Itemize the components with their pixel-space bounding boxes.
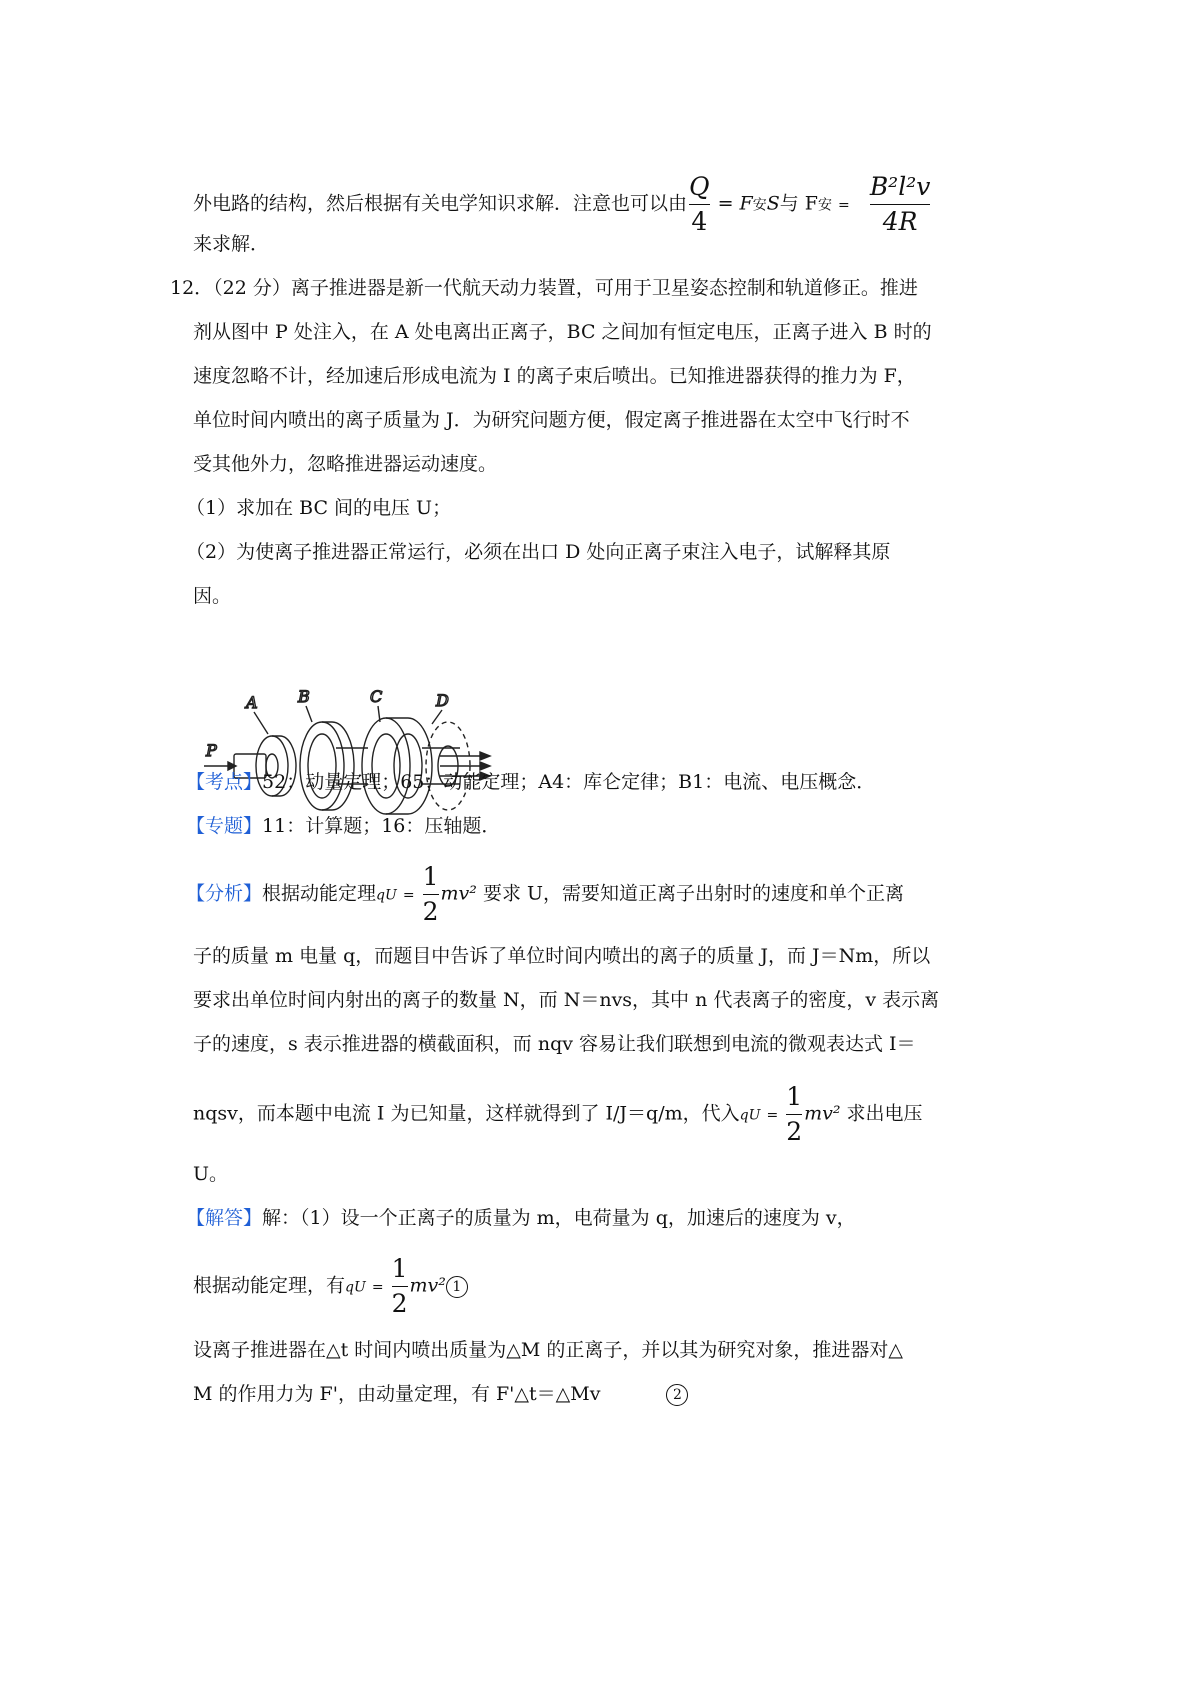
equals-sign-3: =	[371, 1279, 384, 1296]
jieda-line-2	[193, 1252, 468, 1321]
frac-num: 1	[786, 1082, 803, 1111]
label-a: A	[246, 693, 258, 712]
fenxi-line-1	[186, 860, 904, 929]
frac-den: 4	[691, 207, 708, 236]
jieda-tag: 【解答】	[186, 1207, 263, 1229]
label-b: B	[298, 687, 310, 706]
frac-den: 2	[391, 1289, 408, 1318]
ion-thruster-diagram	[206, 678, 530, 828]
zhuanti-line	[186, 814, 500, 838]
math-qu: qU	[376, 887, 397, 904]
q12-line-5: 受其他外力，忽略推进器运动速度。	[193, 453, 498, 475]
prev-line-2: 来求解．	[193, 233, 270, 255]
equals-sign-2: =	[766, 1107, 779, 1124]
fenxi-line-3: 要求出单位时间内射出的离子的数量 N，而 N＝nvs，其中 n 代表离子的密度，v 表示离	[193, 989, 940, 1011]
jieda-line-3: 设离子推进器在△t 时间内喷出质量为△M 的正离子，并以其为研究对象，推进器对△	[193, 1339, 904, 1361]
kaodian-line	[186, 770, 875, 794]
jieda-text-1: 解：（1）设一个正离子的质量为 m，电荷量为 q，加速后的速度为 v，	[262, 1207, 856, 1229]
frac-den: 4R	[882, 207, 918, 236]
fraction-one-half-3	[392, 1252, 408, 1321]
q12-sub-2b: 因。	[193, 585, 232, 607]
fenxi-line-5	[193, 1080, 923, 1149]
q12-line-4: 单位时间内喷出的离子质量为 J．为研究问题方便，假定离子推进器在太空中飞行时不	[193, 409, 910, 431]
fenxi-line-4: 子的速度，s 表示推进器的横截面积，而 nqv 容易让我们联想到电流的微观表达式 I＝	[193, 1033, 916, 1055]
q12-sub-1: （1）求加在 BC 间的电压 U；	[186, 497, 452, 519]
fenxi-line-2: 子的质量 m 电量 q，而题目中告诉了单位时间内喷出的离子的质量 J，而 J＝Nm，所以	[193, 945, 931, 967]
kaodian-text: 52：动量定理；65：动能定理；A4：库仑定律；B1：电流、电压概念．	[262, 771, 876, 793]
fenxi-text-l5b: 求出电压	[846, 1102, 923, 1125]
zhuanti-text: 11：计算题；16：压轴题．	[262, 815, 501, 837]
jieda-text-4: M 的作用力为 F'，由动量定理，有 F'△t＝△Mv	[193, 1383, 601, 1405]
subscript-an-2: 安	[817, 197, 832, 214]
fenxi-tag: 【分析】	[186, 882, 263, 905]
q12-line-1: 12．（22 分）离子推进器是新一代航天动力装置，可用于卫星姿态控制和轨道修正。推进	[170, 277, 918, 299]
fenxi-text-a2: 要求 U，需要知道正离子出射时的速度和单个正离	[482, 882, 905, 905]
jieda-line-1	[186, 1206, 856, 1230]
var-f: F	[739, 192, 753, 215]
subscript-an: 安	[752, 197, 767, 214]
math-qu-3: qU	[345, 1279, 366, 1296]
fenxi-line-6: U。	[193, 1163, 229, 1185]
circled-one: 1	[446, 1276, 468, 1298]
fenxi-text-a1: 根据动能定理	[262, 882, 377, 905]
math-qu-2: qU	[739, 1107, 761, 1124]
equals-sign: =	[402, 887, 415, 904]
circled-two: 2	[666, 1384, 688, 1406]
jieda-line-4	[193, 1382, 688, 1406]
prev-line-1	[193, 170, 932, 239]
equals-sign-2: =	[838, 197, 850, 214]
q12-sub-2a: （2）为使离子推进器正常运行，必须在出口 D 处向正离子束注入电子，试解释其原	[186, 541, 891, 563]
fenxi-text-l5a: nqsv，而本题中电流 I 为已知量，这样就得到了 I/J＝q/m，代入	[193, 1102, 740, 1125]
frac-num: 1	[422, 862, 439, 891]
zhuanti-tag: 【专题】	[186, 815, 263, 837]
fraction-q-over-4	[689, 170, 710, 239]
fraction-b2l2v-over-4r	[870, 170, 931, 239]
frac-num: 1	[391, 1254, 408, 1283]
frac-den: 2	[786, 1117, 803, 1146]
frac-num: Q	[689, 172, 710, 201]
fraction-one-half	[423, 860, 439, 929]
math-mv2: mv²	[440, 882, 477, 905]
q12-line-3: 速度忽略不计，经加速后形成电流为 I 的离子束后喷出。已知推进器获得的推力为 F，	[193, 365, 916, 387]
equals-sign: =	[717, 192, 734, 215]
kaodian-tag: 【考点】	[186, 771, 263, 793]
label-p: P	[206, 741, 217, 760]
frac-num: B²l²v	[869, 172, 931, 201]
q12-line-2: 剂从图中 P 处注入，在 A 处电离出正离子，BC 之间加有恒定电压，正离子进入 B 时的	[193, 321, 932, 343]
label-d: D	[436, 691, 449, 710]
prev-text-a: 外电路的结构，然后根据有关电学知识求解．注意也可以由	[193, 192, 688, 215]
var-s: S	[766, 192, 780, 215]
jieda-text-2a: 根据动能定理，有	[193, 1274, 346, 1297]
text-yu-f: 与 F	[779, 192, 818, 215]
math-mv2-2: mv²	[804, 1102, 841, 1125]
frac-den: 2	[422, 897, 439, 926]
label-c: C	[370, 687, 383, 706]
fraction-one-half-2	[786, 1080, 802, 1149]
math-mv2-3: mv²	[409, 1274, 446, 1297]
